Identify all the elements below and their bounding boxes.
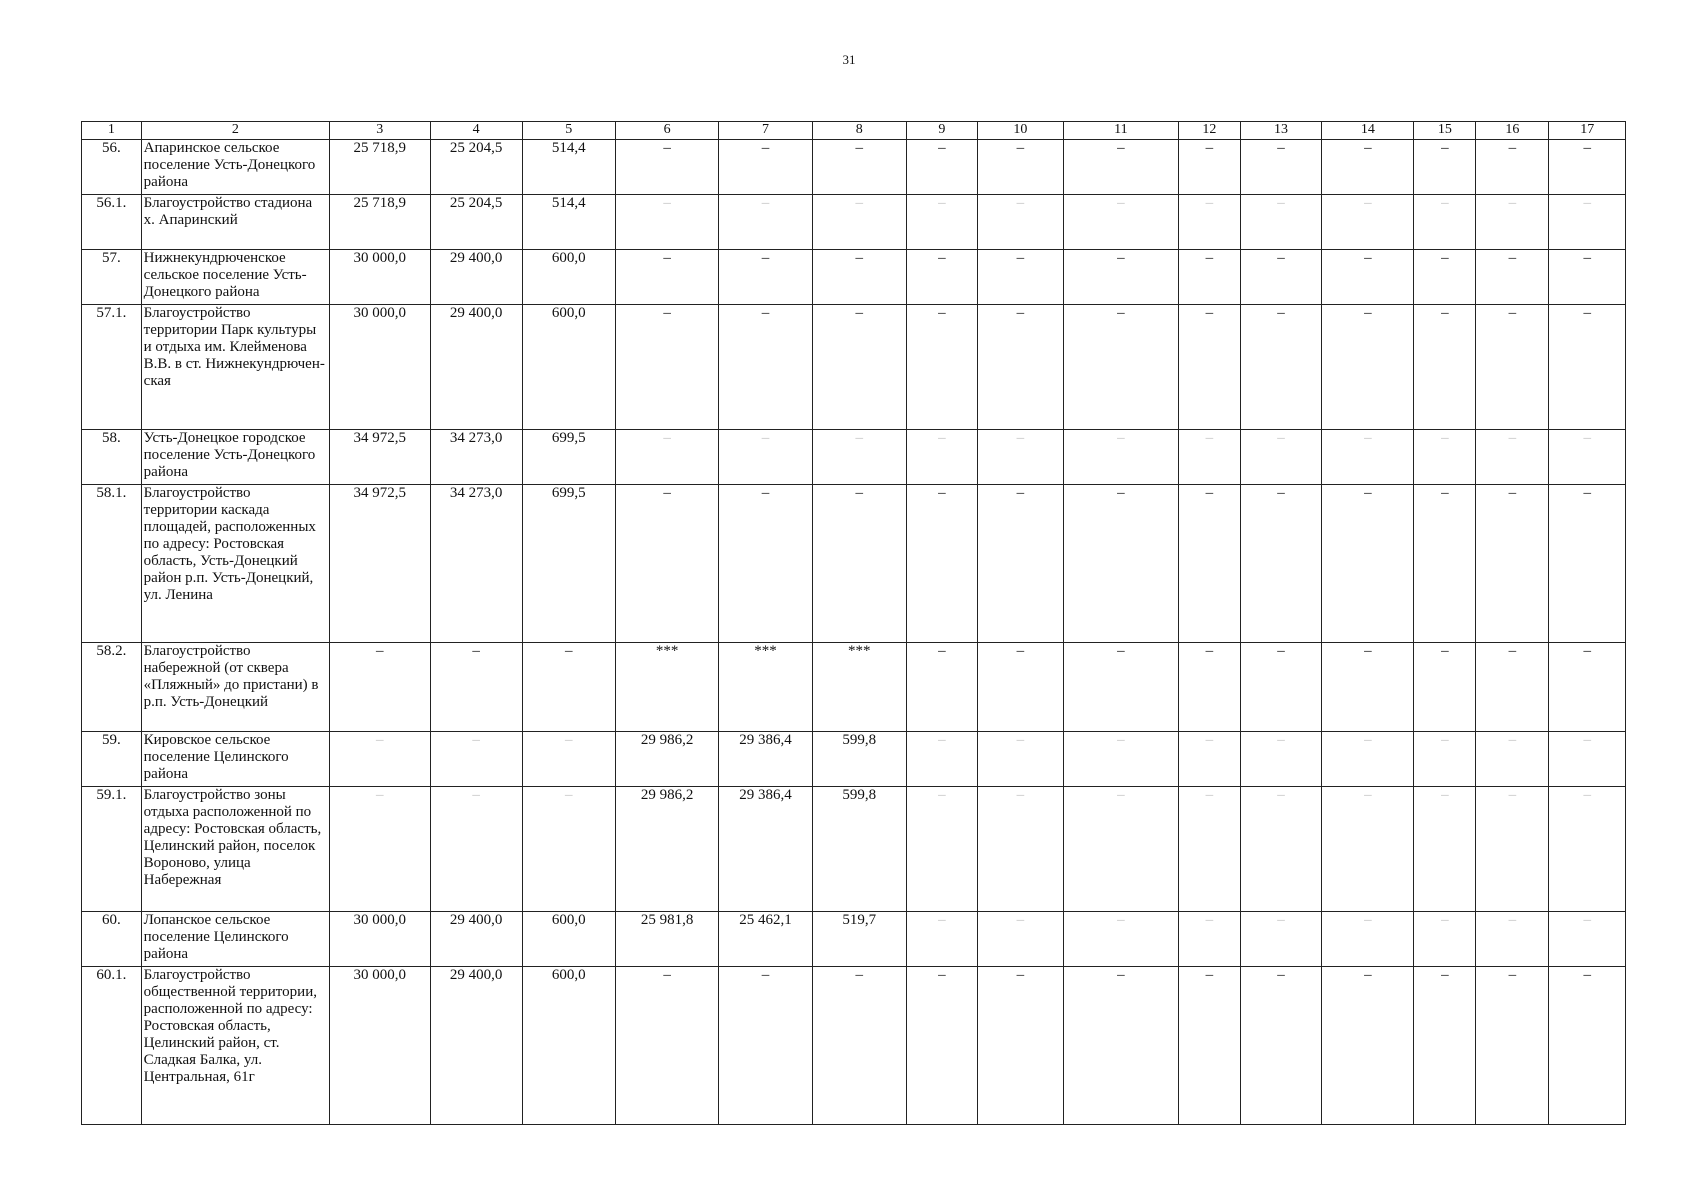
cell-value: 25 718,9 (330, 195, 430, 250)
cell-value: 29 400,0 (430, 912, 522, 967)
cell-value: – (1063, 787, 1178, 912)
table-row (82, 787, 1626, 912)
row-number: 58. (82, 430, 142, 485)
cell-value: – (977, 140, 1063, 195)
cell-value: – (906, 250, 977, 305)
cell-value: – (1178, 967, 1240, 1125)
row-name: Апаринское сельское поселение Усть-Донецкого района (141, 140, 329, 195)
table-row (82, 912, 1626, 967)
cell-value: *** (812, 643, 906, 732)
cell-value: – (615, 250, 719, 305)
cell-value: – (906, 195, 977, 250)
column-header: 8 (812, 122, 906, 140)
cell-value: – (1322, 430, 1414, 485)
cell-value: – (1476, 485, 1549, 643)
row-number: 57. (82, 250, 142, 305)
row-name: Благоустройство набережной (от сквера «Пляжный» до пристани) в р.п. Усть-Донецкий (141, 643, 329, 732)
cell-value: 34 972,5 (330, 430, 430, 485)
cell-value: – (906, 912, 977, 967)
row-number: 60. (82, 912, 142, 967)
cell-value: 514,4 (522, 195, 615, 250)
cell-value: – (1549, 643, 1626, 732)
cell-value: – (719, 485, 812, 643)
cell-value: – (1178, 250, 1240, 305)
row-number: 56. (82, 140, 142, 195)
cell-value: – (977, 643, 1063, 732)
cell-value: – (1414, 250, 1476, 305)
cell-value: 29 386,4 (719, 787, 812, 912)
cell-value: – (330, 732, 430, 787)
row-name: Нижнекундрюченское сельское поселение Усть-Донецкого района (141, 250, 329, 305)
cell-value: – (1063, 643, 1178, 732)
cell-value: – (1240, 250, 1322, 305)
cell-value: – (906, 787, 977, 912)
cell-value: – (1322, 305, 1414, 430)
cell-value: – (1414, 787, 1476, 912)
cell-value: 34 972,5 (330, 485, 430, 643)
cell-value: – (1549, 787, 1626, 912)
cell-value: – (1063, 250, 1178, 305)
cell-value: – (1063, 140, 1178, 195)
cell-value: – (1322, 912, 1414, 967)
cell-value: 29 386,4 (719, 732, 812, 787)
row-name: Благоустройство территории Парк культуры и отдыха им. Клейменова В.В. в ст. Нижнекундрючен-ская (141, 305, 329, 430)
cell-value: – (812, 430, 906, 485)
cell-value: – (1063, 967, 1178, 1125)
cell-value: – (1476, 643, 1549, 732)
cell-value: – (1476, 732, 1549, 787)
column-header: 17 (1549, 122, 1626, 140)
column-header: 2 (141, 122, 329, 140)
cell-value: – (1322, 967, 1414, 1125)
cell-value: – (1178, 912, 1240, 967)
cell-value: – (1063, 912, 1178, 967)
cell-value: 600,0 (522, 912, 615, 967)
cell-value: – (1178, 430, 1240, 485)
cell-value: *** (719, 643, 812, 732)
cell-value: – (1414, 140, 1476, 195)
cell-value: – (1414, 912, 1476, 967)
table-row (82, 485, 1626, 643)
cell-value: – (1476, 140, 1549, 195)
cell-value: – (1322, 140, 1414, 195)
cell-value: – (1414, 732, 1476, 787)
cell-value: – (615, 195, 719, 250)
cell-value: – (330, 787, 430, 912)
cell-value: – (1414, 195, 1476, 250)
cell-value: – (1063, 305, 1178, 430)
row-number: 59. (82, 732, 142, 787)
cell-value: 25 204,5 (430, 195, 522, 250)
cell-value: – (812, 195, 906, 250)
row-number: 56.1. (82, 195, 142, 250)
cell-value: 29 986,2 (615, 732, 719, 787)
cell-value: – (1476, 967, 1549, 1125)
row-name: Усть-Донецкое городское поселение Усть-Донецкого района (141, 430, 329, 485)
cell-value: 34 273,0 (430, 430, 522, 485)
cell-value: – (977, 485, 1063, 643)
cell-value: – (1476, 430, 1549, 485)
page-number: 31 (842, 52, 856, 67)
cell-value: – (1063, 485, 1178, 643)
cell-value: – (1549, 912, 1626, 967)
cell-value: 600,0 (522, 967, 615, 1125)
cell-value: – (977, 430, 1063, 485)
row-name: Благоустройство общественной территории, расположенной по адресу: Ростовская область, Целинский район, ст. Сладкая Балка, ул. Центральная, 61г (141, 967, 329, 1125)
cell-value: – (812, 140, 906, 195)
cell-value: – (1476, 912, 1549, 967)
row-name: Кировское сельское поселение Целинского района (141, 732, 329, 787)
cell-value: 699,5 (522, 485, 615, 643)
cell-value: – (719, 430, 812, 485)
cell-value: 519,7 (812, 912, 906, 967)
row-name: Благоустройство стадиона х. Апаринский (141, 195, 329, 250)
column-header: 1 (82, 122, 142, 140)
cell-value: 25 981,8 (615, 912, 719, 967)
cell-value: – (906, 485, 977, 643)
budget-table (81, 121, 1626, 1125)
cell-value: – (1322, 485, 1414, 643)
cell-value: 34 273,0 (430, 485, 522, 643)
cell-value: 25 462,1 (719, 912, 812, 967)
row-number: 58.1. (82, 485, 142, 643)
cell-value: – (977, 912, 1063, 967)
cell-value: – (1549, 250, 1626, 305)
cell-value: – (906, 430, 977, 485)
cell-value: 600,0 (522, 305, 615, 430)
row-number: 57.1. (82, 305, 142, 430)
row-number: 60.1. (82, 967, 142, 1125)
cell-value: – (1240, 787, 1322, 912)
cell-value: – (977, 195, 1063, 250)
column-header: 12 (1178, 122, 1240, 140)
column-header: 14 (1322, 122, 1414, 140)
cell-value: – (1476, 787, 1549, 912)
cell-value: 599,8 (812, 732, 906, 787)
cell-value: – (1240, 430, 1322, 485)
cell-value: 30 000,0 (330, 912, 430, 967)
cell-value: 25 718,9 (330, 140, 430, 195)
table-row (82, 643, 1626, 732)
cell-value: – (430, 732, 522, 787)
cell-value: – (906, 732, 977, 787)
cell-value: – (1178, 787, 1240, 912)
table-row (82, 195, 1626, 250)
cell-value: 30 000,0 (330, 250, 430, 305)
cell-value: – (812, 485, 906, 643)
cell-value: – (615, 305, 719, 430)
cell-value: – (1063, 732, 1178, 787)
cell-value: – (1240, 195, 1322, 250)
cell-value: – (1178, 643, 1240, 732)
cell-value: – (1322, 195, 1414, 250)
cell-value: – (1476, 305, 1549, 430)
cell-value: – (1549, 732, 1626, 787)
cell-value: *** (615, 643, 719, 732)
cell-value: – (330, 643, 430, 732)
cell-value: – (906, 305, 977, 430)
cell-value: – (1178, 195, 1240, 250)
cell-value: – (1549, 430, 1626, 485)
column-header: 3 (330, 122, 430, 140)
cell-value: – (615, 140, 719, 195)
column-header: 15 (1414, 122, 1476, 140)
cell-value: 29 986,2 (615, 787, 719, 912)
column-header: 4 (430, 122, 522, 140)
cell-value: – (977, 732, 1063, 787)
cell-value: 25 204,5 (430, 140, 522, 195)
column-header: 16 (1476, 122, 1549, 140)
column-header: 9 (906, 122, 977, 140)
cell-value: – (719, 305, 812, 430)
cell-value: – (1414, 643, 1476, 732)
cell-value: – (522, 787, 615, 912)
table-row (82, 250, 1626, 305)
row-name: Лопанское сельское поселение Целинского района (141, 912, 329, 967)
row-number: 58.2. (82, 643, 142, 732)
cell-value: – (977, 250, 1063, 305)
cell-value: – (906, 643, 977, 732)
column-header: 5 (522, 122, 615, 140)
column-header: 7 (719, 122, 812, 140)
row-name: Благоустройство территории каскада площадей, расположенных по адресу: Ростовская область, Усть-Донецкий район р.п. Усть-Донецкий, ул. Ленина (141, 485, 329, 643)
cell-value: – (1476, 250, 1549, 305)
table-row (82, 140, 1626, 195)
table-row (82, 305, 1626, 430)
cell-value: – (812, 305, 906, 430)
cell-value: – (1063, 430, 1178, 485)
cell-value: – (977, 967, 1063, 1125)
cell-value: – (1178, 485, 1240, 643)
cell-value: – (906, 140, 977, 195)
cell-value: – (1549, 140, 1626, 195)
cell-value: – (1240, 140, 1322, 195)
cell-value: – (1414, 485, 1476, 643)
cell-value: – (719, 195, 812, 250)
cell-value: – (1414, 967, 1476, 1125)
cell-value: – (906, 967, 977, 1125)
cell-value: – (430, 787, 522, 912)
cell-value: – (1240, 732, 1322, 787)
cell-value: 30 000,0 (330, 967, 430, 1125)
column-header: 10 (977, 122, 1063, 140)
cell-value: – (812, 250, 906, 305)
cell-value: – (615, 967, 719, 1125)
row-name: Благоустройство зоны отдыха расположенной по адресу: Ростовская область, Целинский район, поселок Вороново, улица Набережная (141, 787, 329, 912)
cell-value: – (615, 485, 719, 643)
cell-value: – (812, 967, 906, 1125)
row-number: 59.1. (82, 787, 142, 912)
cell-value: – (719, 250, 812, 305)
cell-value: – (719, 967, 812, 1125)
cell-value: 600,0 (522, 250, 615, 305)
table-row (82, 732, 1626, 787)
column-header: 6 (615, 122, 719, 140)
cell-value: – (1178, 140, 1240, 195)
table-row (82, 430, 1626, 485)
table-row (82, 967, 1626, 1125)
cell-value: – (1240, 643, 1322, 732)
cell-value: 514,4 (522, 140, 615, 195)
cell-value: – (1414, 305, 1476, 430)
column-header: 13 (1240, 122, 1322, 140)
cell-value: 29 400,0 (430, 305, 522, 430)
cell-value: – (1322, 250, 1414, 305)
cell-value: – (719, 140, 812, 195)
cell-value: – (1178, 732, 1240, 787)
cell-value: – (1240, 967, 1322, 1125)
cell-value: – (615, 430, 719, 485)
cell-value: – (522, 732, 615, 787)
cell-value: – (1476, 195, 1549, 250)
cell-value: – (1240, 485, 1322, 643)
cell-value: 30 000,0 (330, 305, 430, 430)
cell-value: – (1549, 305, 1626, 430)
cell-value: – (977, 787, 1063, 912)
cell-value: – (1178, 305, 1240, 430)
cell-value: 599,8 (812, 787, 906, 912)
cell-value: – (1322, 787, 1414, 912)
cell-value: – (1322, 643, 1414, 732)
column-number-row (82, 122, 1626, 140)
cell-value: – (1322, 732, 1414, 787)
cell-value: – (1549, 195, 1626, 250)
cell-value: 699,5 (522, 430, 615, 485)
cell-value: – (1240, 305, 1322, 430)
cell-value: – (430, 643, 522, 732)
cell-value: – (1414, 430, 1476, 485)
cell-value: – (522, 643, 615, 732)
cell-value: 29 400,0 (430, 967, 522, 1125)
cell-value: 29 400,0 (430, 250, 522, 305)
cell-value: – (1063, 195, 1178, 250)
cell-value: – (1240, 912, 1322, 967)
cell-value: – (1549, 485, 1626, 643)
column-header: 11 (1063, 122, 1178, 140)
cell-value: – (1549, 967, 1626, 1125)
cell-value: – (977, 305, 1063, 430)
